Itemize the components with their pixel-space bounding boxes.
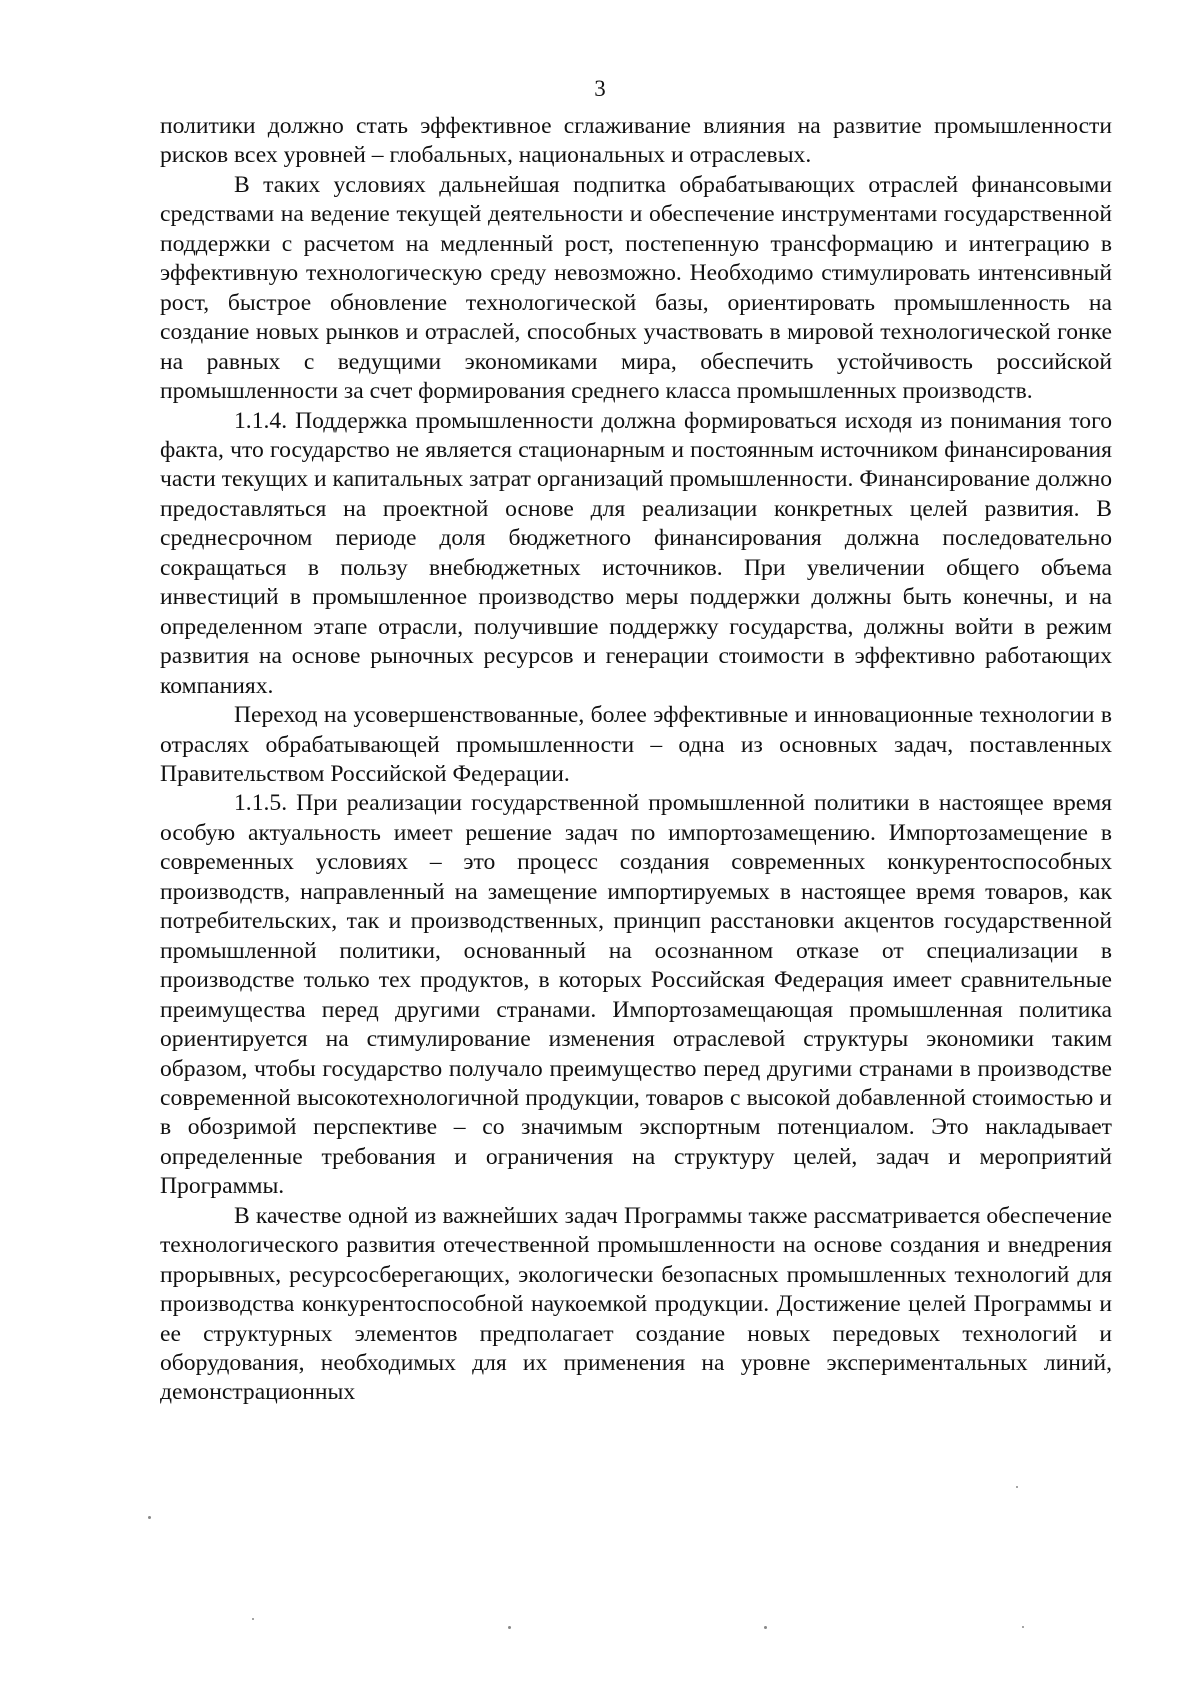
- scan-speck: [252, 1618, 254, 1620]
- scan-speck: [508, 1626, 511, 1629]
- paragraph-1-1-4: 1.1.4. Поддержка промышленности должна формироваться исходя из понимания того факта, что государство не является стационарным и постоянным источником финансирования части текущих и капитальных затрат организаций промышленности. Финансирование должно предоставляться на проектной основе для реализации конкретных целей развития. В среднесрочном периоде доля бюджетного финансирования должна последовательно сокращаться в пользу внебюджетных источников. При увеличении общего объема инвестиций в промышленное производство меры поддержки должны быть конечны, и на определенном этапе отрасли, получившие поддержку государства, должны войти в режим развития на основе рыночных ресурсов и генерации стоимости в эффективно работающих компаниях.: [160, 407, 1112, 699]
- page-number: 3: [594, 76, 606, 101]
- paragraph-1-1-5: 1.1.5. При реализации государственной промышленной политики в настоящее время особую актуальность имеет решение задач по импортозамещению. Импортозамещение в современных условиях – это процесс создания современных конкурентоспособных производств, направленный на замещение импортируемых в настоящее время товаров, как потребительских, так и производственных, принцип расстановки акцентов государственной промышленной политики, основанный на осознанном отказе от специализации в производстве только тех продуктов, в которых Российская Федерация имеет сравнительные преимущества перед другими странами. Импортозамещающая промышленная политика ориентируется на стимулирование изменения отраслевой структуры экономики таким образом, чтобы государство получало преимущество перед другими странами в производстве современной высокотехнологичной продукции, товаров с высокой добавленной стоимостью и в обозримой перспективе – со значимым экспортным потенциалом. Это накладывает определенные требования и ограничения на структуру целей, задач и мероприятий Программы.: [160, 790, 1112, 1200]
- scan-speck: [148, 1516, 151, 1519]
- paragraph-continuation: политики должно стать эффективное сглаживание влияния на развитие промышленности рисков всех уровней – глобальных, национальных и отраслевых.: [160, 113, 1112, 169]
- paragraph-conditions: В таких условиях дальнейшая подпитка обрабатывающих отраслей финансовыми средствами на ведение текущей деятельности и обеспечение инструментами государственной поддержки с расчетом на медленный рост, постепенную трансформацию и интеграцию в эффективную технологическую среду невозможно. Необходимо стимулировать интенсивный рост, быстрое обновление технологической базы, ориентировать промышленность на создание новых рынков и отраслей, способных участвовать в мировой технологической гонке на равных с ведущими экономиками мира, обеспечить устойчивость российской промышленности за счет формирования среднего класса промышленных производств.: [160, 171, 1112, 405]
- scan-speck: [1016, 1486, 1018, 1488]
- scan-speck: [764, 1626, 767, 1629]
- paragraph-tasks: В качестве одной из важнейших задач Программы также рассматривается обеспечение технологического развития отечественной промышленности на основе создания и внедрения прорывных, ресурсосберегающих, экологически безопасных промышленных технологий для производства конкурентоспособной наукоемкой продукции. Достижение целей Программы и ее структурных элементов предполагает создание новых передовых технологий и оборудования, необходимых для их применения на уровне экспериментальных линий, демонстрационных: [160, 1202, 1112, 1406]
- scan-speck: [1022, 1626, 1024, 1628]
- paragraph-transition: Переход на усовершенствованные, более эффективные и инновационные технологии в отраслях обрабатывающей промышленности – одна из основных задач, поставленных Правительством Российской Федерации.: [160, 702, 1112, 787]
- body-text: [160, 112, 1112, 1408]
